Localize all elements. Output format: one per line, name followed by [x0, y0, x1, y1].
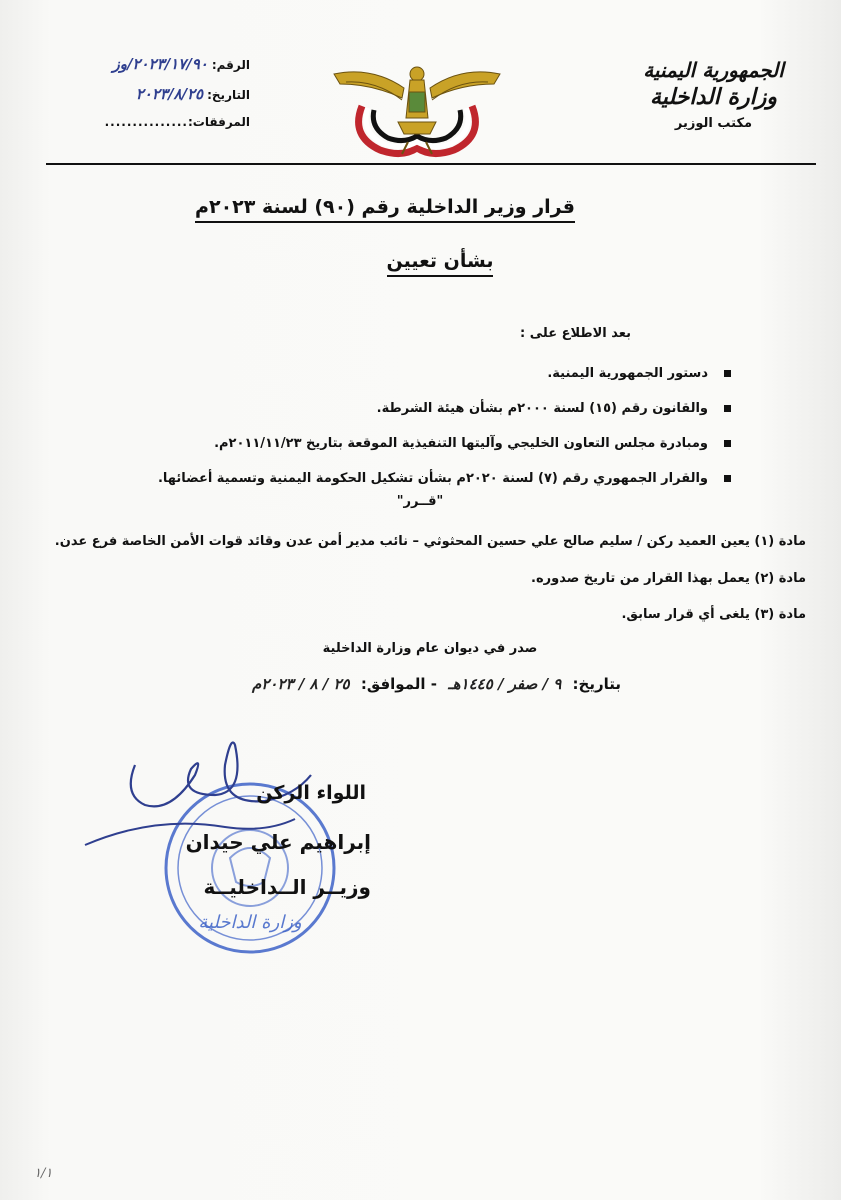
preamble-intro: بعد الاطلاع على :: [520, 326, 631, 341]
decree-title-text: قرار وزير الداخلية رقم (٩٠) لسنة ٢٠٢٣م: [195, 196, 575, 223]
attachments-dots: ...............: [104, 115, 188, 129]
attachments-label: المرفقات:: [188, 115, 250, 129]
list-item: [111, 391, 731, 426]
decision-word: "قــرر": [396, 494, 444, 509]
number-value: ٢٠٢٣/١٧/٩٠/وز: [112, 55, 208, 73]
list-item: [111, 356, 731, 391]
page-number: ١/١: [34, 1166, 53, 1181]
signatory-title: وزيــر الــداخليــة: [203, 875, 371, 899]
decree-title: [150, 196, 620, 218]
hijri-date: ٩ / صفر / ١٤٤٥هـ: [448, 675, 562, 693]
preamble-list: [111, 356, 731, 496]
gregorian-date: ٢٥ / ٨ / ٢٠٢٣م: [252, 675, 350, 693]
ministry-header: [626, 58, 801, 131]
ministry-name: وزارة الداخلية: [650, 84, 777, 110]
bullet-square-icon: [724, 475, 731, 482]
yemen-emblem-icon: [332, 58, 502, 162]
bullet-square-icon: [724, 370, 731, 377]
reference-fields: [60, 55, 250, 145]
issue-date-label: بتاريخ:: [572, 675, 621, 693]
list-item-text: والقانون رقم (١٥) لسنة ٢٠٠٠م بشأن هيئة الشرطة.: [376, 401, 708, 416]
office-name: مكتب الوزير: [674, 116, 753, 131]
reference-date-row: [60, 85, 250, 115]
article-1: مادة (١) يعين العميد ركن / سليم صالح علي حسين المحثوثي – نائب مدير أمن عدن وقائد قوات الأمن الخاصة فرع عدن.: [54, 534, 806, 549]
article-2: مادة (٢) يعمل بهذا القرار من تاريخ صدوره.: [531, 571, 806, 586]
list-item-text: ومبادرة مجلس التعاون الخليجي وآليتها التنفيذية الموقعة بتاريخ ٢٠١١/١١/٢٣م.: [214, 436, 708, 451]
list-item-text: دستور الجمهورية اليمنية.: [547, 366, 708, 381]
signatory-name: إبراهيم علي حيدان: [185, 830, 371, 854]
article-3: مادة (٣) يلغى أي قرار سابق.: [621, 607, 806, 622]
stamp-text: وزارة الداخلية: [198, 912, 302, 933]
decree-subtitle: [300, 250, 580, 272]
date-separator: - الموافق:: [360, 675, 437, 693]
decree-subtitle-text: بشأن تعيين: [387, 250, 494, 277]
reference-number-row: [60, 55, 250, 85]
number-label: الرقم:: [211, 58, 250, 72]
issue-date-line: [246, 675, 621, 693]
signatory-rank: اللواء الركن: [256, 782, 366, 804]
bullet-square-icon: [724, 405, 731, 412]
list-item-text: والقرار الجمهوري رقم (٧) لسنة ٢٠٢٠م بشأن تشكيل الحكومة اليمنية وتسمية أعضائها.: [157, 471, 708, 486]
issued-at: صدر في ديوان عام وزارة الداخلية: [322, 641, 538, 656]
bullet-square-icon: [724, 440, 731, 447]
header-divider: [46, 163, 816, 165]
date-value: ٢٠٢٣/٨/٢٥: [135, 85, 204, 103]
list-item: [111, 461, 731, 496]
date-label: التاريخ:: [207, 88, 250, 102]
attachments-row: [60, 115, 250, 145]
list-item: [111, 426, 731, 461]
republic-name: الجمهورية اليمنية: [643, 58, 784, 82]
